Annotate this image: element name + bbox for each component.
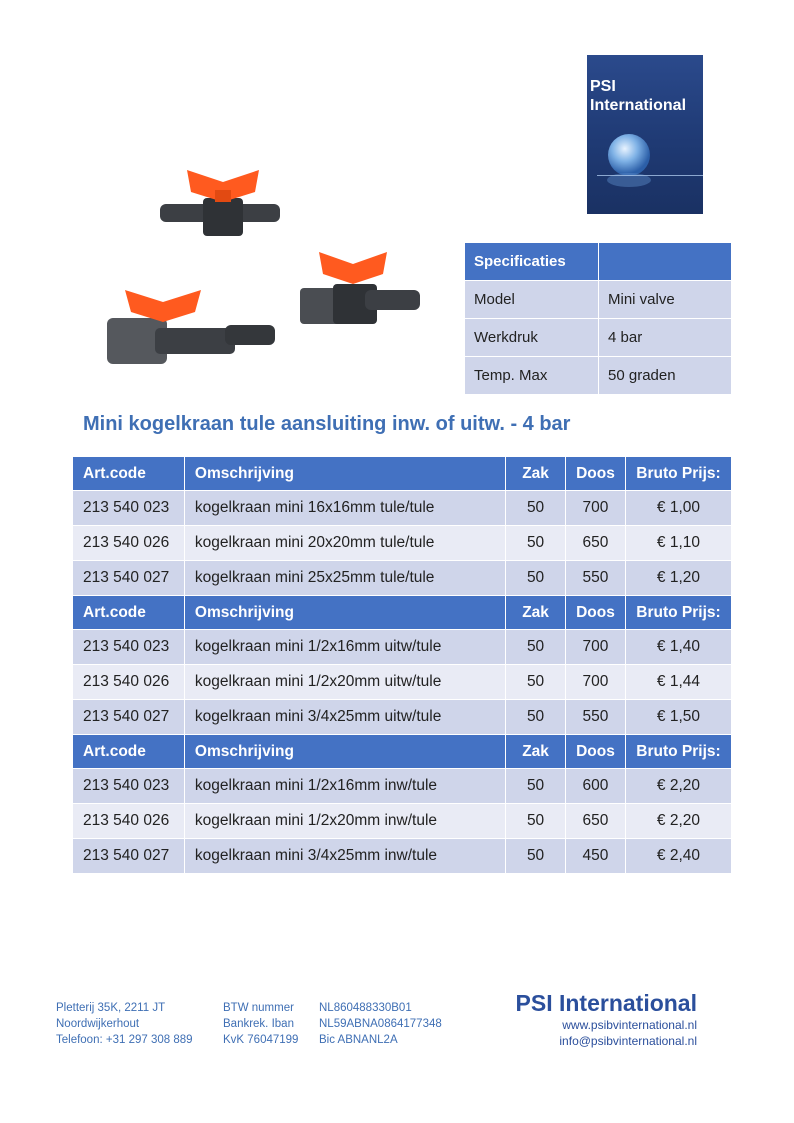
header-doos: Doos <box>565 596 625 630</box>
table-row <box>73 561 732 596</box>
cell-zak: 50 <box>506 804 566 839</box>
header-zak: Zak <box>506 457 566 491</box>
footer-label: Bankrek. Iban <box>223 1018 294 1030</box>
header-code: Art.code <box>73 596 185 630</box>
cell-zak: 50 <box>506 769 566 804</box>
header-prijs: Bruto Prijs: <box>625 596 731 630</box>
cell-prijs: € 1,10 <box>625 526 731 561</box>
header-zak: Zak <box>506 735 566 769</box>
spec-row <box>465 357 732 395</box>
header-code: Art.code <box>73 457 185 491</box>
price-header-row <box>73 457 732 491</box>
cell-code: 213 540 027 <box>73 839 185 874</box>
cell-zak: 50 <box>506 561 566 596</box>
cell-doos: 550 <box>565 561 625 596</box>
footer-brand <box>516 989 697 1049</box>
footer-phone: Telefoon: +31 297 308 889 <box>56 1034 193 1046</box>
table-row <box>73 700 732 735</box>
cell-code: 213 540 023 <box>73 769 185 804</box>
table-row <box>73 804 732 839</box>
footer-values <box>319 1000 442 1048</box>
cell-doos: 700 <box>565 630 625 665</box>
spec-label: Model <box>465 281 599 319</box>
cell-code: 213 540 027 <box>73 561 185 596</box>
table-row <box>73 491 732 526</box>
table-row <box>73 769 732 804</box>
cell-desc: kogelkraan mini 3/4x25mm uitw/tule <box>184 700 505 735</box>
header-desc: Omschrijving <box>184 457 505 491</box>
table-row <box>73 839 732 874</box>
spec-value: Mini valve <box>599 281 732 319</box>
valve-image-3 <box>300 252 420 324</box>
cell-code: 213 540 023 <box>73 491 185 526</box>
cell-zak: 50 <box>506 491 566 526</box>
cell-prijs: € 2,20 <box>625 804 731 839</box>
cell-zak: 50 <box>506 665 566 700</box>
cell-desc: kogelkraan mini 1/2x20mm uitw/tule <box>184 665 505 700</box>
cell-doos: 700 <box>565 665 625 700</box>
cell-zak: 50 <box>506 526 566 561</box>
cell-code: 213 540 027 <box>73 700 185 735</box>
cell-desc: kogelkraan mini 20x20mm tule/tule <box>184 526 505 561</box>
page-title: Mini kogelkraan tule aansluiting inw. of uitw. - 4 bar <box>83 413 571 435</box>
cell-prijs: € 1,40 <box>625 630 731 665</box>
cell-doos: 650 <box>565 526 625 561</box>
spec-header-label: Specificaties <box>465 243 599 281</box>
spec-label: Werkdruk <box>465 319 599 357</box>
cell-desc: kogelkraan mini 1/2x20mm inw/tule <box>184 804 505 839</box>
cell-prijs: € 2,20 <box>625 769 731 804</box>
cell-prijs: € 1,00 <box>625 491 731 526</box>
cell-doos: 450 <box>565 839 625 874</box>
header-desc: Omschrijving <box>184 735 505 769</box>
spec-value: 4 bar <box>599 319 732 357</box>
cell-doos: 700 <box>565 491 625 526</box>
footer-value: NL59ABNA0864177348 <box>319 1018 442 1030</box>
header-prijs: Bruto Prijs: <box>625 735 731 769</box>
spec-row <box>465 281 732 319</box>
footer-address-line: Noordwijkerhout <box>56 1018 140 1030</box>
spec-value: 50 graden <box>599 357 732 395</box>
email-link[interactable]: info@psibvinternational.nl <box>559 1034 697 1048</box>
cell-code: 213 540 023 <box>73 630 185 665</box>
cell-code: 213 540 026 <box>73 526 185 561</box>
valve-image-2 <box>107 290 275 364</box>
spec-header-value <box>599 243 732 281</box>
header-doos: Doos <box>565 735 625 769</box>
cell-prijs: € 1,20 <box>625 561 731 596</box>
cell-doos: 550 <box>565 700 625 735</box>
valve-image-1 <box>160 170 280 236</box>
header-zak: Zak <box>506 596 566 630</box>
price-header-row <box>73 735 732 769</box>
cell-doos: 650 <box>565 804 625 839</box>
table-row <box>73 665 732 700</box>
cell-code: 213 540 026 <box>73 804 185 839</box>
cell-doos: 600 <box>565 769 625 804</box>
cell-desc: kogelkraan mini 1/2x16mm inw/tule <box>184 769 505 804</box>
brand-name: PSI International <box>515 990 697 1016</box>
table-row <box>73 526 732 561</box>
footer-value: NL860488330B01 <box>319 1002 412 1014</box>
header-desc: Omschrijving <box>184 596 505 630</box>
header-prijs: Bruto Prijs: <box>625 457 731 491</box>
cell-zak: 50 <box>506 630 566 665</box>
footer-label: KvK 76047199 <box>223 1034 299 1046</box>
logo-text: PSI International <box>590 78 687 114</box>
footer-value: Bic ABNANL2A <box>319 1034 398 1046</box>
price-table <box>72 456 732 874</box>
cell-desc: kogelkraan mini 3/4x25mm inw/tule <box>184 839 505 874</box>
spec-table <box>464 242 732 395</box>
footer-label: BTW nummer <box>223 1002 294 1014</box>
cell-zak: 50 <box>506 700 566 735</box>
footer-labels <box>223 1000 298 1048</box>
cell-code: 213 540 026 <box>73 665 185 700</box>
header-code: Art.code <box>73 735 185 769</box>
spec-row <box>465 319 732 357</box>
header-doos: Doos <box>565 457 625 491</box>
website-link[interactable]: www.psibvinternational.nl <box>562 1018 697 1032</box>
table-row <box>73 630 732 665</box>
cell-prijs: € 2,40 <box>625 839 731 874</box>
spec-header-row <box>465 243 732 281</box>
cell-prijs: € 1,44 <box>625 665 731 700</box>
cell-desc: kogelkraan mini 1/2x16mm uitw/tule <box>184 630 505 665</box>
product-image <box>95 160 435 375</box>
company-logo <box>587 55 703 214</box>
globe-icon <box>587 125 703 214</box>
footer-address-line: Pletterij 35K, 2211 JT <box>56 1002 166 1014</box>
footer-address <box>56 1000 193 1048</box>
cell-desc: kogelkraan mini 16x16mm tule/tule <box>184 491 505 526</box>
cell-zak: 50 <box>506 839 566 874</box>
spec-label: Temp. Max <box>465 357 599 395</box>
cell-prijs: € 1,50 <box>625 700 731 735</box>
price-header-row <box>73 596 732 630</box>
cell-desc: kogelkraan mini 25x25mm tule/tule <box>184 561 505 596</box>
